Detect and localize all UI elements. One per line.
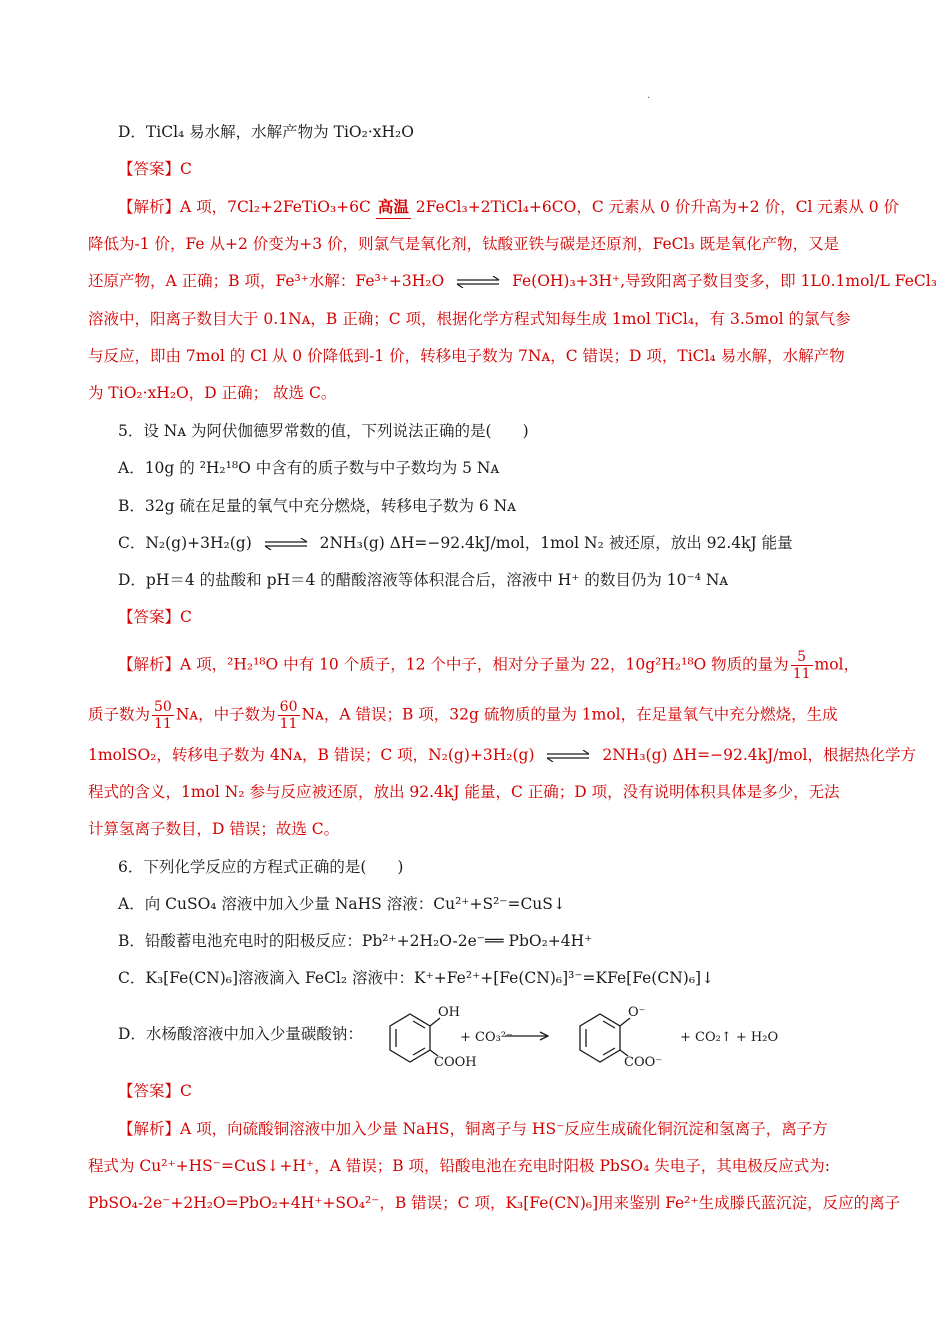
q4-explanation-line-1	[118, 196, 899, 219]
q5-exp1b: mol，	[814, 655, 860, 674]
phenoxide-group: O⁻	[628, 1005, 646, 1020]
q5-optCb: 2NH₃(g) ΔH=−92.4kJ/mol，1mol N₂ 被还原，放出 92.4kJ 能量	[319, 534, 793, 552]
q6-option-a: A．向 CuSO₄ 溶液中加入少量 NaHS 溶液：Cu²⁺+S²⁻=CuS↓	[118, 895, 566, 913]
explanation-label: 【解析】	[118, 1120, 181, 1138]
q6-option-d: D．水杨酸溶液中加入少量碳酸钠：	[118, 1025, 363, 1043]
q5-exp3b: 2NH₃(g) ΔH=−92.4kJ/mol，根据热化学方	[602, 746, 916, 764]
equilibrium-arrow-icon	[545, 750, 591, 762]
q6-explanation-line-3: PbSO₄-2e⁻+2H₂O=PbO₂+4H⁺+SO₄²⁻，B 错误；C 项，K₃[Fe(CN)₆]用来鉴别 Fe²⁺生成滕氏蓝沉淀，反应的离子	[88, 1194, 901, 1212]
q4-option-d: D．TiCl₄ 易水解，水解产物为 TiO₂·xH₂O	[118, 123, 414, 141]
fraction-denominator: 11	[279, 716, 298, 732]
explanation-label: 【解析】	[118, 655, 181, 674]
carboxylate-group: COO⁻	[624, 1055, 663, 1070]
q4-answer: 【答案】C	[118, 160, 192, 178]
q6-answer: 【答案】C	[118, 1082, 192, 1100]
q5-option-a: A．10g 的 ²H₂¹⁸O 中含有的质子数与中子数均为 5 Nᴀ	[118, 459, 500, 477]
q5-option-d: D．pH＝4 的盐酸和 pH＝4 的醋酸溶液等体积混合后，溶液中 H⁺ 的数目仍为 10⁻⁴ Nᴀ	[118, 571, 729, 589]
fraction-numerator: 60	[279, 699, 298, 715]
q5-option-c	[118, 532, 793, 554]
q6-explanation-line-2: 程式为 Cu²⁺+HS⁻=CuS↓+H⁺，A 错误；B 项，铅酸电池在充电时阳极 PbSO₄ 失电子，其电极反应式为:	[88, 1157, 830, 1175]
q6-exp1: A 项，向硫酸铜溶液中加入少量 NaHS，铜离子与 HS⁻反应生成硫化铜沉淀和氢离子，离子方	[180, 1120, 828, 1138]
q5-stem: 5．设 Nᴀ 为阿伏伽德罗常数的值，下列说法正确的是( )	[118, 422, 529, 440]
q5-explanation-line-5: 计算氢离子数目，D 错误；故选 C。	[88, 820, 340, 838]
q5-optCa: C．N₂(g)+3H₂(g)	[118, 534, 252, 552]
fraction	[791, 649, 813, 682]
q5-explanation-line-4: 程式的含义，1mol N₂ 参与反应被还原，放出 92.4kJ 能量，C 正确；D 项，没有说明体积具体是多少，无法	[88, 783, 840, 801]
cooh-group: COOH	[434, 1055, 477, 1070]
q5-option-b: B．32g 硫在足量的氧气中充分燃烧，转移电子数为 6 Nᴀ	[118, 497, 516, 515]
q6-option-c: C．K₃[Fe(CN)₆]溶液滴入 FeCl₂ 溶液中：K⁺+Fe²⁺+[Fe(CN)₆]³⁻=KFe[Fe(CN)₆]↓	[118, 969, 715, 987]
fraction-numerator: 5	[791, 649, 813, 666]
q5-explanation-line-1	[118, 649, 859, 682]
q4-exp1b: 2FeCl₃+2TiCl₄+6CO，C 元素从 0 价升高为+2 价，Cl 元素从 0 价	[410, 198, 900, 216]
q5-explanation-line-3	[88, 744, 916, 766]
q4-explanation-line-6: 为 TiO₂·xH₂O，D 正确； 故选 C。	[88, 384, 337, 402]
fraction	[152, 699, 174, 732]
q5-explanation-line-2	[88, 699, 838, 732]
equilibrium-arrow-icon	[263, 538, 309, 550]
fraction-denominator: 11	[154, 716, 172, 732]
q4-explanation-line-5: 与反应，即由 7mol 的 Cl 从 0 价降低到-1 价，转移电子数为 7Nᴀ，C 错误；D 项，TiCl₄ 易水解，水解产物	[88, 347, 845, 365]
fraction-denominator: 11	[792, 666, 811, 682]
fraction-numerator: 50	[154, 699, 172, 715]
q4-explanation-line-3	[88, 270, 937, 292]
oh-group: OH	[438, 1005, 460, 1020]
q4-explanation-line-4: 溶液中，阳离子数目大于 0.1Nᴀ，B 正确；C 项，根据化学方程式知每生成 1mol TiCl₄，有 3.5mol 的氯气参	[88, 310, 851, 328]
q4-exp1a: A 项，7Cl₂+2FeTiO₃+6C	[180, 198, 376, 216]
reaction-products: + CO₂↑ + H₂O	[680, 1030, 779, 1045]
q5-exp3a: 1molSO₂，转移电子数为 4Nᴀ，B 错误；C 项，N₂(g)+3H₂(g)	[88, 746, 535, 764]
q4-exp3a: 还原产物，A 正确；B 项，Fe³⁺水解：Fe³⁺+3H₂O	[88, 272, 445, 290]
salicylic-acid-reaction-structure	[380, 1000, 790, 1072]
explanation-label: 【解析】	[118, 198, 181, 216]
q4-exp3b: Fe(OH)₃+3H⁺,导致阳离子数目变多，即 1L0.1mol/L FeCl₃	[512, 272, 937, 290]
page-mark: .	[647, 90, 651, 101]
q4-explanation-line-2: 降低为-1 价，Fe 从+2 价变为+3 价，则氯气是氧化剂，钛酸亚铁与碳是还原剂，FeCl₃ 既是氧化产物，又是	[88, 235, 840, 253]
q5-answer: 【答案】C	[118, 608, 192, 626]
q6-option-b: B．铅酸蓄电池充电时的阳极反应：Pb²⁺+2H₂O-2e⁻══ PbO₂+4H⁺	[118, 932, 593, 950]
q5-exp2a: 质子数为	[88, 705, 151, 724]
reaction-condition: 高温	[376, 196, 411, 219]
equilibrium-arrow-icon	[455, 276, 501, 288]
carbonate-ion: + CO₃²⁻	[460, 1030, 513, 1045]
q5-exp2c: Nᴀ，A 错误；B 项，32g 硫物质的量为 1mol，在足量氧气中充分燃烧，生成	[301, 705, 838, 724]
fraction	[278, 699, 300, 732]
q5-exp2b: Nᴀ，中子数为	[175, 705, 276, 724]
q5-exp1a: A 项，²H₂¹⁸O 中有 10 个质子，12 个中子，相对分子量为 22，10g²H₂¹⁸O 物质的量为	[180, 655, 789, 674]
q6-explanation-line-1	[118, 1118, 828, 1140]
q6-stem: 6．下列化学反应的方程式正确的是( )	[118, 858, 404, 876]
